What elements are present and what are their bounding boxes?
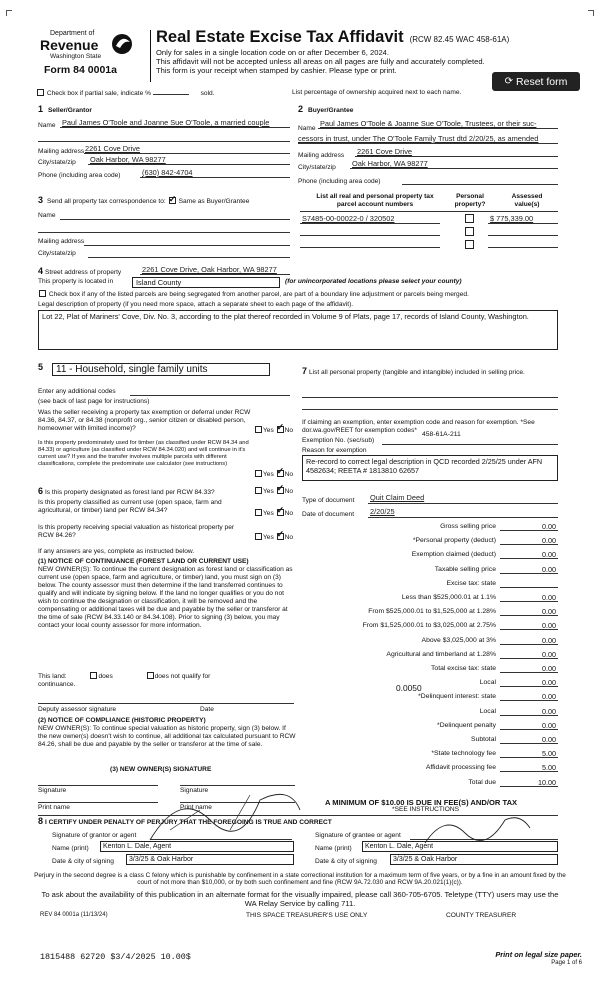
yes-label: Yes xyxy=(263,510,274,517)
tax-row-value[interactable]: 0.00 xyxy=(542,550,556,560)
reset-label: Reset form xyxy=(516,75,568,88)
yes-label: Yes xyxy=(263,488,274,495)
buyer-name-label: Name xyxy=(298,125,316,132)
corr-blank-line xyxy=(38,232,290,233)
reason-field[interactable] xyxy=(302,455,558,481)
tax-row-value[interactable]: 5.00 xyxy=(542,763,556,773)
ownership-label: List percentage of ownership acquired next to each name. xyxy=(292,89,462,96)
perjury-note xyxy=(30,872,570,886)
corr-num: 3 xyxy=(38,195,44,205)
buyer-phone-label: Phone (including area code) xyxy=(298,178,381,185)
tax-row-value[interactable]: 0.00 xyxy=(542,678,556,688)
legal-description: Lot 22, Plat of Mariners' Cove, Div. No. 3, according to the plat thereof recorded in Volume 9 of Plats, page 17, records of Island County, Washington. xyxy=(42,312,529,321)
personal-property-checkbox[interactable] xyxy=(465,227,474,236)
forest-row xyxy=(38,486,215,497)
tax-row-value[interactable]: 5.00 xyxy=(542,749,556,759)
notice1-body: NEW OWNER(S): To continue the current designation as forest land or classification as current use (open space, farm and agriculture, or timber) land, you must sign on (3) below. The county assessor must then determine if the land transferred continues to qualify and will indicate by signing below. If the land no longer qualifies or you do not wish to continue the designation or classification, it will be removed and the compensating or additional taxes will be due and payable by the seller or transferor at the time of sale (RCW 84.33.140 or 84.34.108). Prior to signing (3) below, you may contact your local county assessor for more information. xyxy=(38,566,293,629)
deputy-sig-line xyxy=(38,703,294,704)
located-label: This property is located in xyxy=(38,278,114,285)
title-text: Real Estate Excise Tax Affidavit xyxy=(156,28,404,46)
doc-type[interactable]: Quit Claim Deed xyxy=(370,493,425,502)
section7-num: 7 xyxy=(302,366,308,376)
property-num: 4 xyxy=(38,266,44,276)
seller-mailing-label: Mailing address xyxy=(38,148,85,155)
legal-description-field[interactable] xyxy=(38,310,558,350)
new-owner-sig-heading: (3) NEW OWNER(S) SIGNATURE xyxy=(110,766,212,773)
yes-label: Yes xyxy=(263,427,274,434)
personal-property-checkbox[interactable] xyxy=(465,214,474,223)
treasurer-only: THIS SPACE TREASURER'S USE ONLY xyxy=(246,912,368,919)
parcel-line3 xyxy=(300,247,440,248)
tax-row-label: Subtotal xyxy=(471,736,496,743)
assessed-line1 xyxy=(488,223,558,224)
land-use-select[interactable] xyxy=(52,363,270,376)
county-select[interactable] xyxy=(132,277,280,288)
seller-city-label: City/state/zip xyxy=(38,159,76,166)
does-not-label: does not qualify for xyxy=(154,673,211,680)
seller-heading xyxy=(38,104,92,115)
header-note2: This affidavit will not be accepted unless all areas on all pages are fully and accurately completed. xyxy=(156,57,485,66)
rcw-ref: (RCW 82.45 WAC 458-61A) xyxy=(409,35,510,44)
grantee-date-field[interactable] xyxy=(390,854,558,865)
accessibility-text: To ask about the availability of this publication in an alternate format for the visually impaired, please call 360-705-6705. Teletype (TTY) users may use the WA Relay Service by calling 711. xyxy=(41,890,559,908)
open-space-question: Is this property classified as current use (open space, farm and agricultural, or timber) land per RCW 84.34? xyxy=(38,499,222,514)
section6-num: 6 xyxy=(38,486,44,496)
yes-label: Yes xyxy=(263,534,274,541)
exemption-no-checkbox[interactable] xyxy=(277,426,284,433)
seller-num: 1 xyxy=(38,104,44,114)
grantee-sig-label: Signature of grantee or agent xyxy=(315,832,401,839)
reason-label: Reason for exemption xyxy=(302,447,367,454)
open-space-yes-checkbox[interactable] xyxy=(255,509,262,516)
tax-row-line xyxy=(500,587,558,588)
current-use-answer xyxy=(254,470,293,479)
tax-row-label: *State technology fee xyxy=(431,750,496,758)
corr-mailing-label: Mailing address xyxy=(38,238,85,245)
section8-num: 8 xyxy=(38,816,44,826)
seller-name-line xyxy=(60,127,290,128)
current-use-no-checkbox[interactable] xyxy=(277,470,284,477)
parcel-col1-line2: parcel account numbers xyxy=(336,201,414,208)
page-number: Page 1 of 6 xyxy=(551,960,582,966)
reset-icon: ⟳ xyxy=(504,76,514,87)
form-number: Form 84 0001a xyxy=(44,64,117,76)
tax-row-value[interactable]: 0.00 xyxy=(542,664,556,673)
buyer-heading xyxy=(298,104,353,115)
tax-row-label: Total excise tax: state xyxy=(431,665,496,672)
corr-name-line xyxy=(60,219,290,220)
yes-label: Yes xyxy=(263,471,274,478)
tax-row-value[interactable]: 10.00 xyxy=(538,777,556,787)
certify-text: I CERTIFY UNDER PENALTY OF PERJURY THAT THE FOREGOING IS TRUE AND CORRECT xyxy=(44,819,332,826)
grantor-date-field[interactable] xyxy=(126,854,294,865)
accessibility-note xyxy=(40,890,560,908)
current-use-yes-checkbox[interactable] xyxy=(255,470,262,477)
tax-row-label: Above $3,025,000 at 3% xyxy=(421,636,496,644)
partial-sale-label: Check box if partial sale, indicate % xyxy=(46,90,151,97)
open-space-no-checkbox[interactable] xyxy=(277,509,284,516)
buyer-mailing[interactable]: 2261 Cove Drive xyxy=(357,147,413,156)
section5-num: 5 xyxy=(38,362,44,372)
buyer-city-label: City/state/zip xyxy=(298,164,336,171)
segregated-checkbox[interactable] xyxy=(39,290,46,297)
seller-mailing-line xyxy=(84,153,290,154)
tax-row-label: Agricultural and timberland at 1.28% xyxy=(386,650,496,658)
does-checkbox[interactable] xyxy=(90,672,97,679)
historic-answer xyxy=(254,533,293,542)
seller-name[interactable]: Paul James O'Toole and Joanne Sue O'Toole, a married couple xyxy=(62,118,270,127)
tax-row-value[interactable]: 0.00 xyxy=(542,706,556,716)
tax-row-label: Local xyxy=(479,707,496,715)
seller-title: Seller/Grantor xyxy=(47,107,92,114)
tax-row-value[interactable]: 0.00 xyxy=(542,635,556,645)
personal-property-label: List all personal property (tangible and intangible) included in selling price. xyxy=(308,369,525,376)
grantor-date-label: Date & city of signing xyxy=(52,858,114,865)
header-note1: Only for sales in a single location code on or after December 6, 2024. xyxy=(156,48,390,57)
tax-row-label: Affidavit processing fee xyxy=(425,764,496,772)
grantee-date-label: Date & city of signing xyxy=(315,858,377,865)
print-legal: Print on legal size paper. xyxy=(495,950,582,959)
buyer-city-line xyxy=(350,168,558,169)
doc-type-label: Type of document xyxy=(302,497,355,504)
codes-label: Enter any additional codes xyxy=(38,388,116,395)
tax-row-label: Exemption claimed (deduct) xyxy=(411,551,496,559)
buyer-name-line-b xyxy=(298,143,558,144)
buyer-num: 2 xyxy=(298,104,304,114)
if-yes-note: If any answers are yes, complete as instructed below. xyxy=(38,548,195,555)
forest-yes-checkbox[interactable] xyxy=(255,487,262,494)
corr-title: Send all property tax correspondence to: xyxy=(46,198,166,205)
buyer-name-line xyxy=(318,128,558,129)
historic-no-checkbox[interactable] xyxy=(277,533,284,540)
parcel-col3-header xyxy=(496,193,558,209)
assessed-line2 xyxy=(488,235,558,236)
seller-phone[interactable]: (630) 842-4704 xyxy=(142,168,193,177)
tax-row-label: *Personal property (deduct) xyxy=(412,537,496,545)
corr-name-label: Name xyxy=(38,212,56,219)
recording-stamp: 1815488 62720 $3/4/2025 10.00$ xyxy=(40,952,191,962)
dept-line2: Revenue xyxy=(40,37,99,53)
parcel-col2-header xyxy=(448,193,492,209)
corner-mark xyxy=(588,10,594,16)
seller-name-label: Name xyxy=(38,122,56,129)
parcel-line1 xyxy=(300,223,440,224)
grantee-signature-icon xyxy=(420,808,540,848)
grantor-sig-label: Signature of grantor or agent xyxy=(52,832,137,839)
tax-row-label: From $1,525,000.01 to $3,025,000 at 2.75% xyxy=(362,622,496,630)
segregated-row xyxy=(38,290,469,299)
county-value: Island County xyxy=(136,278,182,287)
county-treasurer: COUNTY TREASURER xyxy=(446,912,517,919)
notice1-title: (1) NOTICE OF CONTINUANCE (FOREST LAND OR CURRENT USE) xyxy=(38,558,249,565)
exemption-no-label: Exemption No. (sec/sub) xyxy=(302,437,375,444)
grantee-date: 3/3/25 & Oak Harbor xyxy=(393,856,458,863)
no-label: No xyxy=(284,488,294,495)
no-label: No xyxy=(284,471,294,478)
grantor-name-label: Name (print) xyxy=(52,845,89,852)
grantor-date: 3/3/25 & Oak Harbor xyxy=(129,856,194,863)
corr-city-label: City/state/zip xyxy=(38,250,76,257)
parcel-col3-line1: Assessed xyxy=(511,193,543,200)
segregated-label: Check box if any of the listed parcels are being segregated from another parcel, are part of a boundary line adjustment or parcels being merged. xyxy=(48,291,469,298)
revenue-swirl-icon xyxy=(108,32,136,56)
tax-row-label: Gross selling price xyxy=(440,523,496,530)
corr-mailing-line xyxy=(84,245,290,246)
grantee-name-label: Name (print) xyxy=(315,845,352,852)
parcel-number[interactable]: S7485-00-00022-0 / 320502 xyxy=(302,214,395,223)
tax-row-value[interactable]: 0.00 xyxy=(542,692,556,702)
doc-date[interactable]: 2/20/25 xyxy=(370,507,395,516)
no-label: No xyxy=(284,534,294,541)
personal-property-line1 xyxy=(302,397,558,398)
buyer-phone-line xyxy=(402,184,558,185)
local-rate: 0.0050 xyxy=(396,683,422,693)
tax-row-value[interactable]: 0.00 xyxy=(542,564,556,574)
same-as-buyer-label: Same as Buyer/Grantee xyxy=(178,198,250,205)
seller-phone-line xyxy=(140,177,290,178)
deputy-date-label: Date xyxy=(200,706,214,713)
personal-property-checkbox[interactable] xyxy=(465,240,474,249)
owner-print-label2: Print name xyxy=(180,804,212,811)
tax-row-value[interactable]: 0.00 xyxy=(542,720,556,730)
correspondence-heading xyxy=(38,195,249,206)
reset-button[interactable] xyxy=(492,72,580,91)
same-as-buyer-checkbox[interactable] xyxy=(169,197,176,204)
parcel-col3-line2: value(s) xyxy=(514,201,540,208)
forest-question: Is this property designated as forest land per RCW 84.33? xyxy=(44,489,215,496)
no-label: No xyxy=(284,427,294,434)
corr-city-line xyxy=(88,257,290,258)
doc-type-line xyxy=(368,503,558,504)
parcel-col2-line1: Personal xyxy=(456,193,484,200)
exemption-yes-checkbox[interactable] xyxy=(255,426,262,433)
tax-row-value[interactable]: 0.00 xyxy=(542,593,556,602)
parcel-col1-line1: List all real and personal property tax xyxy=(316,193,434,200)
seller-name-line2 xyxy=(38,141,290,142)
owner-sig-label2: Signature xyxy=(180,787,209,794)
exemption-no-line xyxy=(382,444,558,445)
owner-print-label1: Print name xyxy=(38,804,70,811)
buyer-mailing-line xyxy=(355,156,558,157)
partial-sale-checkbox[interactable] xyxy=(37,89,44,96)
tax-row-value[interactable]: 0.00 xyxy=(542,522,556,531)
grantee-name: Kenton L. Dale, Agent xyxy=(365,843,434,850)
tax-row-value[interactable]: 0.00 xyxy=(542,735,556,744)
buyer-city[interactable]: Oak Harbor, WA 98277 xyxy=(352,159,428,168)
parcel-col1-header xyxy=(305,193,445,209)
tax-row-label: Local xyxy=(479,679,496,687)
assessed-line3 xyxy=(488,247,558,248)
tax-row-label: Excise tax: state xyxy=(446,579,496,587)
tax-row-label: Less than $525,000.01 at 1.1% xyxy=(401,594,496,601)
tax-row-value[interactable]: 0.00 xyxy=(542,621,556,631)
buyer-name-line2[interactable]: cessors in trust, under The O'Toole Family Trust dtd 2/20/25, as amended xyxy=(298,134,539,143)
legal-label: Legal description of property (if you need more space, attach a separate sheet to each page of the affidavit). xyxy=(38,301,354,308)
sold-label: sold. xyxy=(200,90,215,97)
rev-code: REV 84 0001a (11/13/24) xyxy=(40,912,108,918)
perjury-text: Perjury in the second degree is a class C felony which is punishable by confinement in a state correctional institution for a maximum term of five years, or by a fine in an amount fixed by the court of not more than $10,000, or by both such confinement and fine (RCW 9A.72.030 and RCW 9A.20.021(1)(c)). xyxy=(34,872,566,886)
seller-city[interactable]: Oak Harbor, WA 98277 xyxy=(90,155,166,164)
tax-row-label: *Delinquent penalty xyxy=(437,721,496,729)
this-land-row xyxy=(38,672,210,681)
personal-property-row xyxy=(302,366,558,377)
parcel-header-rule xyxy=(300,211,558,212)
doc-date-label: Date of document xyxy=(302,511,355,518)
tax-row-label: *Delinquent interest: state xyxy=(418,693,496,701)
street-line xyxy=(140,274,290,275)
does-not-checkbox[interactable] xyxy=(147,672,154,679)
tax-row-label: From $525,000.01 to $1,525,000 at 1.28% xyxy=(368,608,496,616)
tax-row-label: Taxable selling price xyxy=(434,565,496,573)
tax-row-value[interactable]: 0.00 xyxy=(542,607,556,617)
notice2-title: (2) NOTICE OF COMPLIANCE (HISTORIC PROPERTY) xyxy=(38,717,206,724)
corner-mark xyxy=(6,10,12,16)
parcel-line2 xyxy=(300,235,440,236)
exemption-answer xyxy=(254,426,293,435)
reason-text: Re-record to correct legal description in QCD recorded 2/25/25 under AFN 4582634; REETA # 1813810 62657 xyxy=(306,457,543,475)
deputy-sig-label: Deputy assessor signature xyxy=(38,706,117,713)
historic-yes-checkbox[interactable] xyxy=(255,533,262,540)
does-label: does xyxy=(98,673,113,680)
parcel-col2-line2: property? xyxy=(454,201,486,208)
minimum-note: A MINIMUM OF $10.00 IS DUE IN FEE(S) AND/OR TAX xyxy=(325,798,518,807)
buyer-name-line1[interactable]: Paul James O'Toole & Joanne Sue O'Toole, Trustees, or their suc- xyxy=(320,119,537,128)
buyer-mailing-label: Mailing address xyxy=(298,152,345,159)
land-use-value: 11 - Household, single family units xyxy=(56,364,208,375)
personal-property-line2 xyxy=(302,409,558,410)
tax-row-value[interactable]: 0.00 xyxy=(542,649,556,659)
doc-date-line xyxy=(368,517,558,518)
dept-line3: Washington State xyxy=(50,53,102,60)
header-note3: This form is your receipt when stamped by cashier. Please type or print. xyxy=(156,66,397,75)
notice2-body: NEW OWNER(S): To continue special valuation as historic property, sign (3) below. If the new owner(s) doesn't wish to continue, all additional tax calculated pursuant to RCW 84.26, shall be due and payable by the seller or transferor at the time of sale. xyxy=(38,725,296,748)
owner-sig-label1: Signature xyxy=(38,787,67,794)
exemption-question: Was the seller receiving a property tax exemption or deferral under RCW 84.36, 84.37, or 84.38 (nonprofit org., senior citizen or disabled person, homeowner with limited income)? xyxy=(38,409,251,432)
assessed-value[interactable]: $ 775,339.00 xyxy=(490,214,534,223)
street-row xyxy=(38,266,121,277)
tax-row-label: Total due xyxy=(468,778,496,786)
continuance-label: continuance. xyxy=(38,681,76,688)
codes-note: (see back of last page for instructions) xyxy=(38,398,150,405)
historic-question: Is this property receiving special valuation as historical property per RCW 84.26? xyxy=(38,524,235,539)
signature-scribble-icon xyxy=(140,780,320,850)
seller-phone-label: Phone (including area code) xyxy=(38,172,121,179)
no-label: No xyxy=(284,510,294,517)
unincorporated-note: (for unincorporated locations please select your county) xyxy=(285,278,462,285)
this-land-label: This land: xyxy=(38,673,67,680)
forest-answer xyxy=(254,487,293,496)
forest-no-checkbox[interactable] xyxy=(277,487,284,494)
seller-mailing[interactable]: 2261 Cove Drive xyxy=(85,144,141,153)
exemption-code-entry[interactable]: 458-61A-211 xyxy=(422,431,461,438)
open-space-answer xyxy=(254,509,293,518)
form-title xyxy=(156,28,509,47)
seller-city-line xyxy=(88,164,290,165)
exemption-claim-label: If claiming an exemption, enter exemption code and reason for exemption. *See dor.wa.gov/REET for exemption codes* xyxy=(302,419,535,434)
tax-row-value[interactable]: 0.00 xyxy=(542,536,556,546)
header-divider xyxy=(150,30,151,82)
dor-logo xyxy=(36,30,148,82)
buyer-title: Buyer/Grantee xyxy=(307,107,354,114)
street-address[interactable]: 2261 Cove Drive, Oak Harbor, WA 98277 xyxy=(142,265,277,274)
current-use-question: Is this property predominately used for timber (as classified under RCW 84.34 and 84.33) or agriculture (as classified under RCW 84.34.020) and will continue in it's current use? If yes and the transfer involves multiple parcels with different classifications, complete the predominate use calculator (see instructions) xyxy=(38,440,249,467)
partial-sale xyxy=(36,89,215,98)
grantor-name: Kenton L. Dale, Agent xyxy=(103,843,172,850)
dept-line1: Department of xyxy=(50,30,95,37)
street-label: Street address of property xyxy=(44,269,122,276)
codes-line xyxy=(130,395,290,396)
see-instructions: *SEE INSTRUCTIONS xyxy=(392,806,460,813)
